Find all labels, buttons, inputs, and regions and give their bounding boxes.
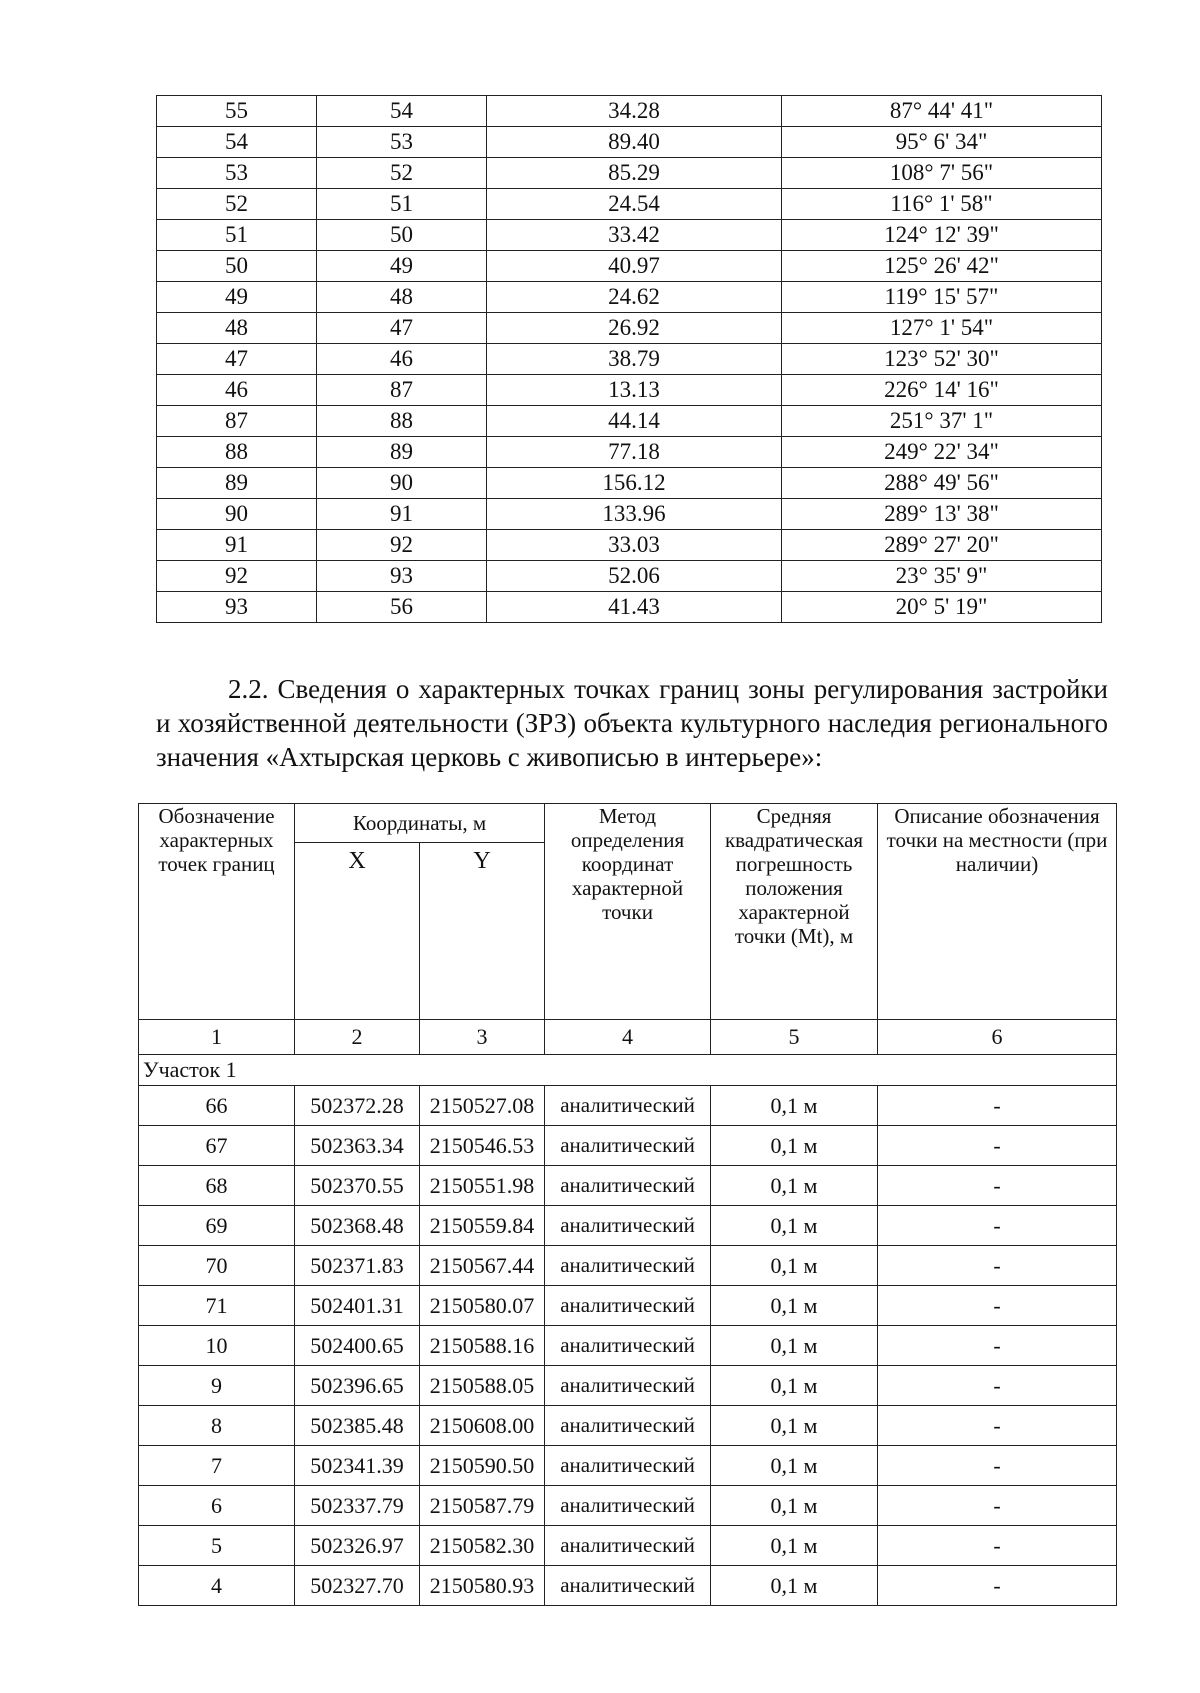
from-point-cell: 51: [157, 220, 317, 251]
table-row: [139, 1526, 1117, 1566]
point-cell: 68: [139, 1166, 295, 1206]
point-cell: 5: [139, 1526, 295, 1566]
point-cell: 70: [139, 1246, 295, 1286]
error-cell: 0,1 м: [711, 1246, 878, 1286]
bearing-cell: 251° 37' 1": [782, 406, 1102, 437]
bearing-cell: 116° 1' 58": [782, 189, 1102, 220]
y-cell: 2150559.84: [420, 1206, 545, 1246]
distance-cell: 33.42: [487, 220, 782, 251]
bearing-cell: 288° 49' 56": [782, 468, 1102, 499]
x-cell: 502341.39: [295, 1446, 420, 1486]
distance-cell: 77.18: [487, 437, 782, 468]
y-cell: 2150551.98: [420, 1166, 545, 1206]
x-cell: 502368.48: [295, 1206, 420, 1246]
description-cell: -: [878, 1126, 1117, 1166]
header-point-designation: Обозначение характерных точек границ: [139, 804, 295, 1020]
description-cell: -: [878, 1486, 1117, 1526]
description-cell: -: [878, 1526, 1117, 1566]
method-cell: аналитический: [545, 1406, 711, 1446]
method-cell: аналитический: [545, 1446, 711, 1486]
error-cell: 0,1 м: [711, 1486, 878, 1526]
to-point-cell: 92: [317, 530, 487, 561]
x-cell: 502327.70: [295, 1566, 420, 1606]
table-row: [157, 561, 1102, 592]
table-row: [139, 1206, 1117, 1246]
section-paragraph: 2.2. Сведения о характерных точках границ зоны регулирования застройки и хозяйственной деятельности (ЗРЗ) объекта культурного наследия регионального значения «Ахтырская церковь с живописью в интерьере»:: [156, 674, 1108, 772]
distance-cell: 52.06: [487, 561, 782, 592]
header-row: [139, 804, 1117, 843]
distance-cell: 38.79: [487, 344, 782, 375]
from-point-cell: 93: [157, 592, 317, 623]
table-row: [139, 1166, 1117, 1206]
from-point-cell: 48: [157, 313, 317, 344]
description-cell: -: [878, 1366, 1117, 1406]
distance-cell: 133.96: [487, 499, 782, 530]
to-point-cell: 46: [317, 344, 487, 375]
to-point-cell: 49: [317, 251, 487, 282]
from-point-cell: 55: [157, 96, 317, 127]
x-cell: 502371.83: [295, 1246, 420, 1286]
distance-cell: 34.28: [487, 96, 782, 127]
to-point-cell: 93: [317, 561, 487, 592]
error-cell: 0,1 м: [711, 1526, 878, 1566]
column-number: 2: [295, 1020, 420, 1055]
x-cell: 502385.48: [295, 1406, 420, 1446]
point-cell: 66: [139, 1086, 295, 1126]
point-cell: 6: [139, 1486, 295, 1526]
table-row: [157, 530, 1102, 561]
header-x: X: [295, 843, 420, 1020]
y-cell: 2150580.07: [420, 1286, 545, 1326]
description-cell: -: [878, 1326, 1117, 1366]
table-row: [157, 499, 1102, 530]
bearing-cell: 226° 14' 16": [782, 375, 1102, 406]
to-point-cell: 56: [317, 592, 487, 623]
error-cell: 0,1 м: [711, 1406, 878, 1446]
distance-cell: 26.92: [487, 313, 782, 344]
point-cell: 4: [139, 1566, 295, 1606]
column-number: 1: [139, 1020, 295, 1055]
table-row: [157, 96, 1102, 127]
error-cell: 0,1 м: [711, 1166, 878, 1206]
bearing-cell: 87° 44' 41": [782, 96, 1102, 127]
bearing-cell: 108° 7' 56": [782, 158, 1102, 189]
table-row: [157, 220, 1102, 251]
from-point-cell: 87: [157, 406, 317, 437]
distance-cell: 89.40: [487, 127, 782, 158]
table-row: [139, 1126, 1117, 1166]
section-row: [139, 1055, 1117, 1086]
bearings-table: [156, 95, 1102, 623]
header-error: Средняя квадратическая погрешность положения характерной точки (Mt), м: [711, 804, 878, 1020]
points-table-body: [139, 804, 1117, 1606]
table-row: [139, 1246, 1117, 1286]
from-point-cell: 90: [157, 499, 317, 530]
to-point-cell: 52: [317, 158, 487, 189]
point-cell: 71: [139, 1286, 295, 1326]
method-cell: аналитический: [545, 1246, 711, 1286]
description-cell: -: [878, 1566, 1117, 1606]
y-cell: 2150608.00: [420, 1406, 545, 1446]
from-point-cell: 50: [157, 251, 317, 282]
point-cell: 69: [139, 1206, 295, 1246]
bearing-cell: 20° 5' 19": [782, 592, 1102, 623]
from-point-cell: 91: [157, 530, 317, 561]
table-row: [157, 375, 1102, 406]
header-description: Описание обозначения точки на местности (при наличии): [878, 804, 1117, 1020]
method-cell: аналитический: [545, 1126, 711, 1166]
distance-cell: 33.03: [487, 530, 782, 561]
y-cell: 2150588.05: [420, 1366, 545, 1406]
description-cell: -: [878, 1246, 1117, 1286]
description-cell: -: [878, 1406, 1117, 1446]
error-cell: 0,1 м: [711, 1366, 878, 1406]
distance-cell: 24.54: [487, 189, 782, 220]
points-table: [138, 803, 1117, 1606]
to-point-cell: 54: [317, 96, 487, 127]
table-row: [139, 1566, 1117, 1606]
from-point-cell: 89: [157, 468, 317, 499]
distance-cell: 44.14: [487, 406, 782, 437]
point-cell: 7: [139, 1446, 295, 1486]
column-number: 6: [878, 1020, 1117, 1055]
y-cell: 2150588.16: [420, 1326, 545, 1366]
table-row: [157, 468, 1102, 499]
y-cell: 2150590.50: [420, 1446, 545, 1486]
error-cell: 0,1 м: [711, 1326, 878, 1366]
method-cell: аналитический: [545, 1326, 711, 1366]
point-cell: 8: [139, 1406, 295, 1446]
distance-cell: 13.13: [487, 375, 782, 406]
x-cell: 502363.34: [295, 1126, 420, 1166]
method-cell: аналитический: [545, 1526, 711, 1566]
bearing-cell: 289° 27' 20": [782, 530, 1102, 561]
from-point-cell: 53: [157, 158, 317, 189]
distance-cell: 85.29: [487, 158, 782, 189]
error-cell: 0,1 м: [711, 1206, 878, 1246]
header-method: Метод определения координат характерной точки: [545, 804, 711, 1020]
to-point-cell: 51: [317, 189, 487, 220]
error-cell: 0,1 м: [711, 1446, 878, 1486]
x-cell: 502370.55: [295, 1166, 420, 1206]
header-y: Y: [420, 843, 545, 1020]
to-point-cell: 91: [317, 499, 487, 530]
error-cell: 0,1 м: [711, 1566, 878, 1606]
from-point-cell: 49: [157, 282, 317, 313]
column-numbers-row: [139, 1020, 1117, 1055]
method-cell: аналитический: [545, 1206, 711, 1246]
table-row: [157, 127, 1102, 158]
from-point-cell: 47: [157, 344, 317, 375]
description-cell: -: [878, 1206, 1117, 1246]
header-coordinates: Координаты, м: [295, 804, 545, 843]
method-cell: аналитический: [545, 1166, 711, 1206]
y-cell: 2150546.53: [420, 1126, 545, 1166]
table-row: [139, 1286, 1117, 1326]
bearings-table-body: [157, 96, 1102, 623]
table-row: [139, 1086, 1117, 1126]
y-cell: 2150587.79: [420, 1486, 545, 1526]
bearing-cell: 95° 6' 34": [782, 127, 1102, 158]
table-row: [139, 1446, 1117, 1486]
x-cell: 502337.79: [295, 1486, 420, 1526]
error-cell: 0,1 м: [711, 1126, 878, 1166]
table-row: [139, 1366, 1117, 1406]
table-row: [157, 437, 1102, 468]
to-point-cell: 48: [317, 282, 487, 313]
column-number: 5: [711, 1020, 878, 1055]
bearing-cell: 123° 52' 30": [782, 344, 1102, 375]
table-row: [157, 406, 1102, 437]
x-cell: 502372.28: [295, 1086, 420, 1126]
point-cell: 10: [139, 1326, 295, 1366]
table-row: [139, 1486, 1117, 1526]
x-cell: 502326.97: [295, 1526, 420, 1566]
table-row: [139, 1406, 1117, 1446]
x-cell: 502401.31: [295, 1286, 420, 1326]
bearing-cell: 249° 22' 34": [782, 437, 1102, 468]
table-row: [157, 592, 1102, 623]
y-cell: 2150582.30: [420, 1526, 545, 1566]
bearing-cell: 289° 13' 38": [782, 499, 1102, 530]
table-row: [139, 1326, 1117, 1366]
point-cell: 67: [139, 1126, 295, 1166]
method-cell: аналитический: [545, 1086, 711, 1126]
bearing-cell: 127° 1' 54": [782, 313, 1102, 344]
table-row: [157, 313, 1102, 344]
from-point-cell: 46: [157, 375, 317, 406]
bearing-cell: 124° 12' 39": [782, 220, 1102, 251]
to-point-cell: 53: [317, 127, 487, 158]
to-point-cell: 87: [317, 375, 487, 406]
to-point-cell: 88: [317, 406, 487, 437]
method-cell: аналитический: [545, 1286, 711, 1326]
to-point-cell: 89: [317, 437, 487, 468]
description-cell: -: [878, 1446, 1117, 1486]
x-cell: 502400.65: [295, 1326, 420, 1366]
method-cell: аналитический: [545, 1566, 711, 1606]
to-point-cell: 90: [317, 468, 487, 499]
description-cell: -: [878, 1166, 1117, 1206]
to-point-cell: 50: [317, 220, 487, 251]
distance-cell: 24.62: [487, 282, 782, 313]
bearing-cell: 23° 35' 9": [782, 561, 1102, 592]
column-number: 4: [545, 1020, 711, 1055]
table-row: [157, 344, 1102, 375]
bearing-cell: 125° 26' 42": [782, 251, 1102, 282]
method-cell: аналитический: [545, 1486, 711, 1526]
table-row: [157, 251, 1102, 282]
x-cell: 502396.65: [295, 1366, 420, 1406]
from-point-cell: 52: [157, 189, 317, 220]
method-cell: аналитический: [545, 1366, 711, 1406]
bearing-cell: 119° 15' 57": [782, 282, 1102, 313]
y-cell: 2150567.44: [420, 1246, 545, 1286]
from-point-cell: 88: [157, 437, 317, 468]
column-number: 3: [420, 1020, 545, 1055]
y-cell: 2150527.08: [420, 1086, 545, 1126]
section-label: Участок 1: [139, 1055, 1117, 1086]
description-cell: -: [878, 1086, 1117, 1126]
from-point-cell: 92: [157, 561, 317, 592]
error-cell: 0,1 м: [711, 1286, 878, 1326]
to-point-cell: 47: [317, 313, 487, 344]
point-cell: 9: [139, 1366, 295, 1406]
table-row: [157, 158, 1102, 189]
distance-cell: 156.12: [487, 468, 782, 499]
error-cell: 0,1 м: [711, 1086, 878, 1126]
table-row: [157, 282, 1102, 313]
description-cell: -: [878, 1286, 1117, 1326]
distance-cell: 41.43: [487, 592, 782, 623]
distance-cell: 40.97: [487, 251, 782, 282]
table-row: [157, 189, 1102, 220]
y-cell: 2150580.93: [420, 1566, 545, 1606]
from-point-cell: 54: [157, 127, 317, 158]
